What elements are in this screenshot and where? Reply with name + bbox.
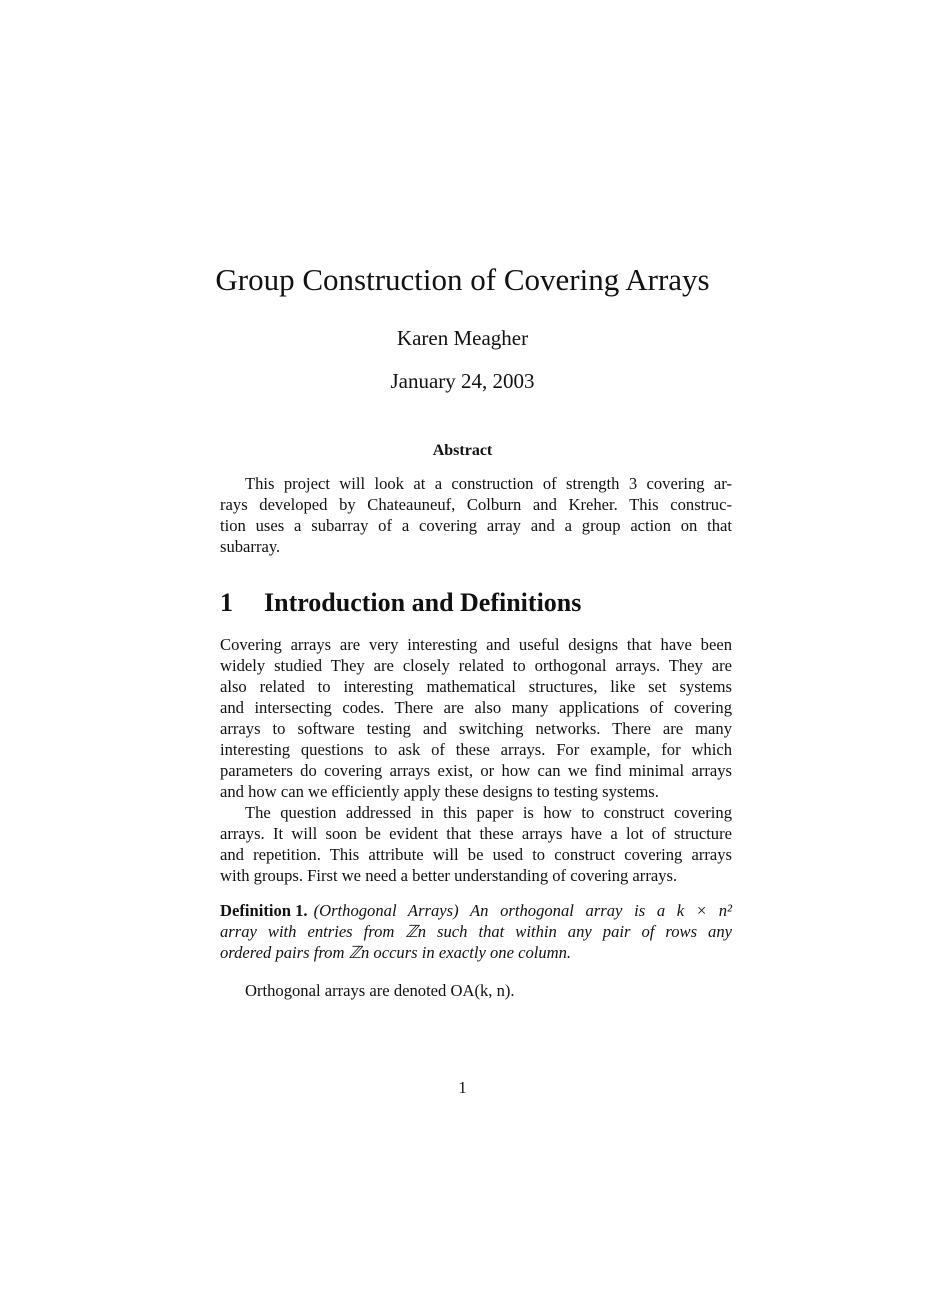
- body-line: and repetition. This attribute will be used to construct covering arrays: [220, 845, 732, 864]
- date: January 24, 2003: [390, 369, 535, 393]
- section-heading: [220, 588, 581, 618]
- page-number: 1: [458, 1078, 467, 1097]
- definition-text: (Orthogonal Arrays) An orthogonal array is a k × n²: [313, 901, 732, 920]
- definition-line: [220, 900, 732, 921]
- section-title: Introduction and Definitions: [264, 588, 582, 617]
- abstract-line: tion uses a subarray of a covering array and a group action on that: [220, 516, 732, 535]
- definition-line: array with entries from ℤn such that within any pair of rows any: [220, 922, 732, 941]
- body-line: interesting questions to ask of these arrays. For example, for which: [220, 740, 732, 759]
- body-line: arrays to software testing and switching networks. There are many: [220, 719, 732, 738]
- section-number: 1: [220, 588, 233, 617]
- body-line: Orthogonal arrays are denoted OA(k, n).: [245, 981, 515, 1000]
- body-line: with groups. First we need a better understanding of covering arrays.: [220, 866, 678, 885]
- abstract-line: This project will look at a construction of strength 3 covering ar-: [245, 474, 732, 493]
- abstract-line: rays developed by Chateauneuf, Colburn and Kreher. This construc-: [220, 495, 732, 514]
- body-line: The question addressed in this paper is how to construct covering: [245, 803, 732, 822]
- body-line: also related to interesting mathematical structures, like set systems: [220, 677, 732, 696]
- abstract-heading: Abstract: [432, 442, 493, 459]
- body-line: and intersecting codes. There are also many applications of covering: [220, 698, 732, 717]
- paper-title: Group Construction of Covering Arrays: [215, 262, 710, 297]
- author: Karen Meagher: [396, 326, 529, 350]
- body-line: arrays. It will soon be evident that these arrays have a lot of structure: [220, 824, 732, 843]
- body-line: Covering arrays are very interesting and useful designs that have been: [220, 635, 732, 654]
- body-line: parameters do covering arrays exist, or how can we find minimal arrays: [220, 761, 732, 780]
- definition-label: Definition 1.: [220, 901, 308, 920]
- definition-line: ordered pairs from ℤn occurs in exactly one column.: [220, 943, 572, 962]
- abstract-line: subarray.: [220, 537, 281, 556]
- body-line: and how can we efficiently apply these designs to testing systems.: [220, 782, 659, 801]
- body-line: widely studied They are closely related to orthogonal arrays. They are: [220, 656, 732, 675]
